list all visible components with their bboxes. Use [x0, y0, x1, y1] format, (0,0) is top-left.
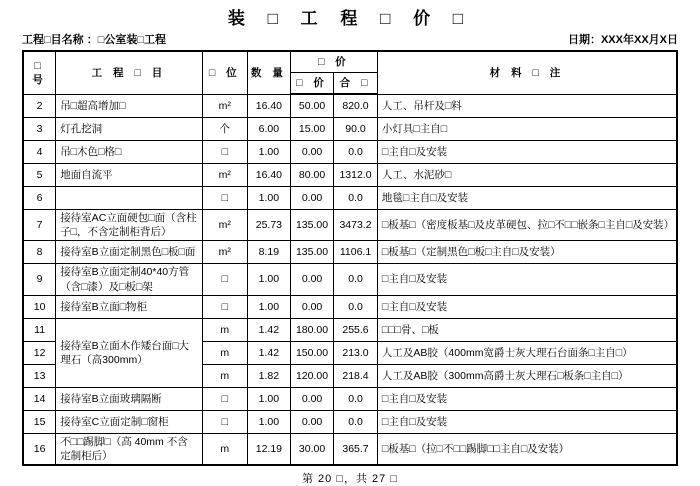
cell-unit: m	[202, 433, 247, 465]
cell-material: □主自□及安装	[377, 264, 677, 295]
cell-total: 0.0	[334, 141, 378, 164]
cell-total: 820.0	[334, 94, 378, 118]
cell-no: 5	[23, 164, 56, 187]
cell-no: 16	[23, 433, 56, 465]
cell-total: 255.6	[334, 318, 378, 341]
cell-item	[56, 187, 202, 210]
cell-unit-price: 120.00	[290, 364, 333, 387]
cell-item: 吊□超高增加□	[56, 94, 202, 118]
date-label: 日期：XXX年XX月X日	[567, 34, 678, 46]
meta-row	[22, 31, 678, 47]
cell-total: 3473.2	[334, 210, 378, 241]
cell-unit: m²	[202, 164, 247, 187]
cell-unit: □	[202, 410, 247, 433]
cell-unit-price: 50.00	[290, 94, 333, 118]
cell-item: 灯孔挖洞	[56, 118, 202, 141]
cell-no: 8	[23, 241, 56, 264]
cell-material: □主自□及安装	[377, 410, 677, 433]
cell-item: 不□□踢脚□（高 40mm 不含定制柜后）	[56, 433, 202, 465]
header-price-group: □ 价	[290, 51, 377, 73]
cell-unit-price: 0.00	[290, 387, 333, 410]
cell-material: □□□骨、□板	[377, 318, 677, 341]
page-number: 第 20 □，共 27 □	[302, 473, 398, 486]
cell-total: 213.0	[334, 341, 378, 364]
cell-item: 接待室C立面定制□窗柜	[56, 410, 202, 433]
cell-unit: m²	[202, 94, 247, 118]
cell-qty: 1.00	[247, 264, 290, 295]
cell-item: 接待室B立面□物柜	[56, 295, 202, 318]
cell-unit-price: 0.00	[290, 187, 333, 210]
cell-no: 14	[23, 387, 56, 410]
table-row	[23, 164, 677, 187]
cell-total: 0.0	[334, 410, 378, 433]
cell-total: 90.0	[334, 118, 378, 141]
cell-total: 0.0	[334, 387, 378, 410]
cell-item: 接待室AC立面硬包□面（含柱子□，不含定制柜背后）	[56, 210, 202, 241]
cell-unit: □	[202, 141, 247, 164]
cell-unit-price: 180.00	[290, 318, 333, 341]
cell-material: 地毯□主自□及安装	[377, 187, 677, 210]
cell-unit: m	[202, 341, 247, 364]
cell-material: □板基□（拉□不□□踢脚□□主自□及安装）	[377, 433, 677, 465]
cell-item: 接待室B立面木作矮台面□大理石（高300mm）	[56, 318, 202, 387]
header-item: 工 程 □ 目	[56, 51, 202, 94]
cell-total: 0.0	[334, 295, 378, 318]
cell-unit-price: 135.00	[290, 241, 333, 264]
cell-qty: 1.82	[247, 364, 290, 387]
cell-unit: □	[202, 187, 247, 210]
cell-unit-price: 80.00	[290, 164, 333, 187]
cell-qty: 6.00	[247, 118, 290, 141]
cell-unit: m²	[202, 210, 247, 241]
cell-unit-price: 0.00	[290, 295, 333, 318]
cell-item: 接待室B立面定制黑色□板□面	[56, 241, 202, 264]
header-no: □ 号	[23, 51, 56, 94]
cell-no: 11	[23, 318, 56, 341]
cell-unit-price: 0.00	[290, 141, 333, 164]
table-row	[23, 295, 677, 318]
table-row	[23, 118, 677, 141]
header-unit: □ 位	[202, 51, 247, 94]
cell-qty: 1.00	[247, 187, 290, 210]
cell-qty: 12.19	[247, 433, 290, 465]
table-row	[23, 141, 677, 164]
table-row	[23, 387, 677, 410]
header-unit-price: □ 价	[290, 73, 333, 95]
cell-total: 1312.0	[334, 164, 378, 187]
cell-qty: 16.40	[247, 94, 290, 118]
cell-material: □主自□及安装	[377, 141, 677, 164]
cell-item: 地面自流平	[56, 164, 202, 187]
cell-qty: 1.00	[247, 295, 290, 318]
table-row	[23, 264, 677, 295]
cell-qty: 1.00	[247, 141, 290, 164]
cell-no: 10	[23, 295, 56, 318]
cell-total: 1106.1	[334, 241, 378, 264]
cell-no: 15	[23, 410, 56, 433]
price-table	[22, 50, 678, 466]
cell-no: 4	[23, 141, 56, 164]
cell-unit: m	[202, 318, 247, 341]
cell-total: 0.0	[334, 264, 378, 295]
cell-item: 吊□木色□格□	[56, 141, 202, 164]
header-material: 材 料 □ 注	[377, 51, 677, 94]
cell-unit-price: 135.00	[290, 210, 333, 241]
cell-unit-price: 150.00	[290, 341, 333, 364]
cell-material: 人工、水泥砂□	[377, 164, 677, 187]
header-total: 合 □	[334, 73, 378, 95]
cell-material: 小灯具□主自□	[377, 118, 677, 141]
cell-unit-price: 30.00	[290, 433, 333, 465]
table-row	[23, 410, 677, 433]
cell-qty: 1.00	[247, 410, 290, 433]
cell-unit-price: 0.00	[290, 410, 333, 433]
cell-total: 0.0	[334, 187, 378, 210]
cell-total: 365.7	[334, 433, 378, 465]
cell-material: □主自□及安装	[377, 295, 677, 318]
cell-qty: 16.40	[247, 164, 290, 187]
table-row	[23, 318, 677, 341]
cell-qty: 1.42	[247, 341, 290, 364]
cell-item: 接待室B立面定制40*40方管（含□漆）及□板□架	[56, 264, 202, 295]
price-table-body	[23, 94, 677, 465]
cell-no: 9	[23, 264, 56, 295]
cell-no: 7	[23, 210, 56, 241]
cell-material: 人工及AB胶（400mm宽爵士灰大理石台面条□主自□）	[377, 341, 677, 364]
cell-material: 人工及AB胶（300mm高爵士灰大理石□板条□主自□）	[377, 364, 677, 387]
cell-unit: m	[202, 364, 247, 387]
table-row	[23, 187, 677, 210]
project-name-label: 工程□目名称 ：□公室装□工程	[22, 34, 166, 46]
header-row-1	[23, 51, 677, 73]
page-title: 装 □ 工 程 □ 价 □	[227, 9, 473, 28]
table-row	[23, 210, 677, 241]
table-row	[23, 241, 677, 264]
cell-qty: 8.19	[247, 241, 290, 264]
cell-qty: 1.42	[247, 318, 290, 341]
cell-no: 12	[23, 341, 56, 364]
cell-no: 2	[23, 94, 56, 118]
cell-total: 218.4	[334, 364, 378, 387]
cell-item: 接待室B立面玻璃隔断	[56, 387, 202, 410]
cell-material: □板基□（密度板基□及皮革硬包、拉□不□□嵌条□主自□及安装）	[377, 210, 677, 241]
header-qty: 数 量	[247, 51, 290, 94]
cell-unit-price: 15.00	[290, 118, 333, 141]
cell-no: 13	[23, 364, 56, 387]
cell-qty: 1.00	[247, 387, 290, 410]
cell-material: □主自□及安装	[377, 387, 677, 410]
cell-no: 6	[23, 187, 56, 210]
cell-unit: □	[202, 295, 247, 318]
cell-unit: □	[202, 387, 247, 410]
cell-qty: 25.73	[247, 210, 290, 241]
cell-material: □板基□（定制黑色□板□主自□及安装）	[377, 241, 677, 264]
price-table-header	[23, 51, 677, 94]
cell-no: 3	[23, 118, 56, 141]
table-row	[23, 94, 677, 118]
cell-unit: 个	[202, 118, 247, 141]
cell-unit: m²	[202, 241, 247, 264]
cell-material: 人工、吊杆及□料	[377, 94, 677, 118]
cell-unit-price: 0.00	[290, 264, 333, 295]
table-row	[23, 433, 677, 465]
cell-unit: □	[202, 264, 247, 295]
